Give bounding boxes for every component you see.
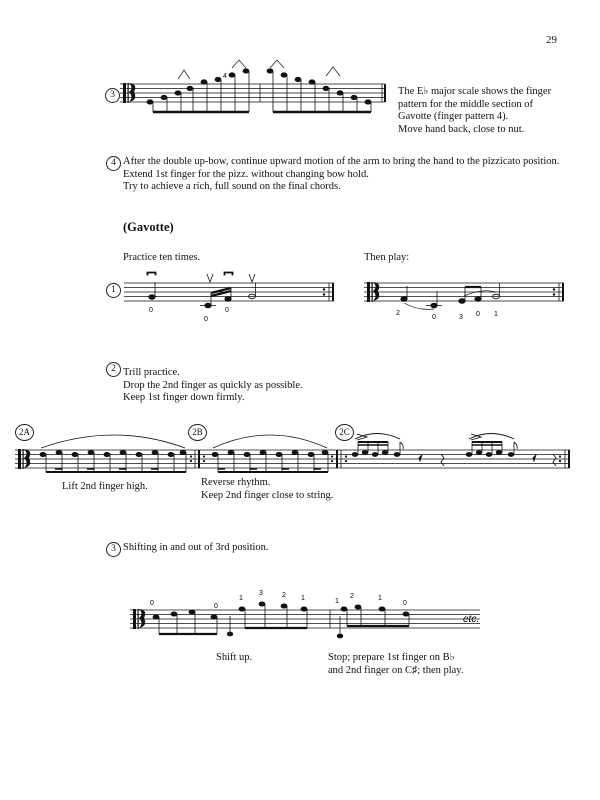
etc-label: etc. (463, 614, 480, 625)
practice-label: Practice ten times. (123, 252, 201, 263)
svg-text:1: 1 (378, 595, 382, 602)
exercise-2-number: 2 (106, 362, 121, 377)
shift-up-caption: Shift up. (216, 652, 253, 663)
svg-text:1: 1 (301, 595, 305, 602)
svg-text:2: 2 (396, 310, 400, 317)
svg-text:0: 0 (432, 314, 436, 321)
svg-text:1: 1 (335, 598, 339, 605)
eb-scale-staff (120, 70, 390, 120)
eb-scale-note: The E♭ major scale shows the finger pattern for the middle section of Gavotte (finger pattern 4). Move hand back, close to nut. (398, 86, 552, 135)
svg-text:1: 1 (239, 595, 243, 602)
page-number: 29 (546, 34, 557, 46)
svg-text:3: 3 (259, 590, 263, 597)
svg-text:0: 0 (150, 600, 154, 607)
exercise-3-staff (130, 592, 570, 652)
exercise-2a-label: 2A (15, 424, 34, 441)
section-4-number: 4 (106, 156, 121, 171)
finger-4-label: 4 (223, 73, 227, 80)
svg-text:0: 0 (149, 307, 153, 314)
exercise-2-text: Trill practice. Drop the 2nd finger as quickly as possible. Keep 1st finger down firmly. (123, 367, 303, 403)
svg-text:3: 3 (459, 314, 463, 321)
svg-text:0: 0 (204, 316, 208, 323)
stop-prepare-caption: Stop; prepare 1st finger on B♭ and 2nd finger on C♯; then play. (328, 652, 464, 676)
gavotte-title: (Gavotte) (123, 220, 174, 234)
svg-text:0: 0 (225, 307, 229, 314)
exercise-2b-caption: Reverse rhythm. Keep 2nd finger close to string. (201, 477, 334, 501)
exercise-3-text: Shifting in and out of 3rd position. (123, 542, 269, 553)
exercise-1-staff (124, 266, 339, 326)
svg-text:0: 0 (403, 600, 407, 607)
then-play-staff (364, 266, 569, 326)
section-3-number: 3 (105, 88, 120, 103)
exercise-2c-label: 2C (335, 424, 354, 441)
exercise-3-number: 3 (106, 542, 121, 557)
exercise-1-number: 1 (106, 283, 121, 298)
svg-text:1: 1 (494, 311, 498, 318)
then-play-label: Then play: (364, 252, 410, 263)
svg-text:2: 2 (350, 593, 354, 600)
svg-text:0: 0 (214, 603, 218, 610)
exercise-2b-label: 2B (188, 424, 207, 441)
svg-text:0: 0 (476, 311, 480, 318)
exercise-2a-caption: Lift 2nd finger high. (62, 481, 148, 492)
section-4-text: After the double up-bow, continue upward motion of the arm to bring the hand to the pizzicato position. Extend 1st finger for the pizz. without changing bow hold. Try to achieve a rich, full sound on the final chords. (123, 156, 560, 192)
svg-text:2: 2 (282, 592, 286, 599)
